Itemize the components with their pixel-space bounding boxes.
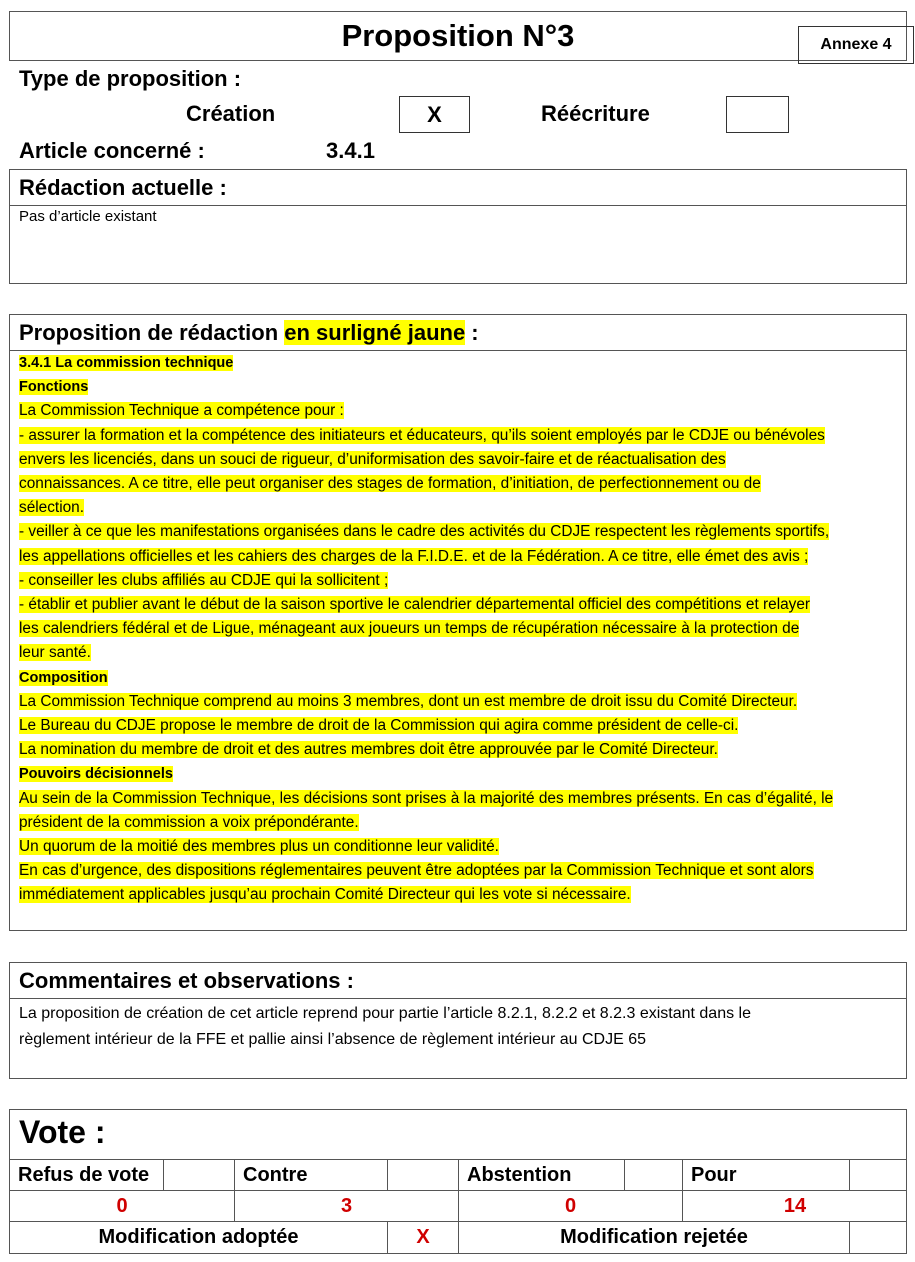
subheading-fonctions: Fonctions (19, 379, 89, 396)
comments-text (10, 999, 906, 1055)
rewrite-checkbox[interactable] (726, 96, 789, 133)
creation-label: Création (186, 101, 276, 126)
rejected-checkbox[interactable] (849, 1221, 907, 1254)
contre-empty-cell (387, 1159, 458, 1190)
article-label: Article concerné : (19, 138, 205, 163)
annex-label: Annexe 4 (798, 26, 914, 64)
current-wording-section (9, 169, 907, 284)
contre-header: Contre (234, 1159, 387, 1190)
vote-table (9, 1109, 907, 1254)
comments-heading: Commentaires et observations : (10, 963, 906, 999)
text-line: les calendriers fédéral et de Ligue, ménageant aux joueurs un temps de récupération nécessaire à la protection de (19, 620, 800, 638)
refus-value: 0 (10, 1190, 234, 1221)
proposal-heading (10, 315, 906, 351)
text-line: En cas d’urgence, des dispositions réglementaires peuvent être adoptées par la Commission Technique et sont alors (19, 862, 814, 880)
text-line: Au sein de la Commission Technique, les décisions sont prises à la majorité des membres présents. En cas d’égalité, le (19, 789, 834, 807)
subheading-composition: Composition (19, 669, 108, 686)
abstention-empty-cell (624, 1159, 682, 1190)
comments-line: règlement intérieur de la FFE et pallie ainsi l’absence de règlement intérieur au CDJE 65 (19, 1031, 646, 1048)
text-line: leur santé. (19, 644, 91, 662)
title-box (9, 11, 907, 61)
article-value: 3.4.1 (326, 138, 375, 163)
text-line: La Commission Technique a compétence pour : (19, 402, 344, 420)
text-line: les appellations officielles et les cahiers des charges de la F.I.D.E. et de la Fédération. A ce titre, elle émet des avis ; (19, 547, 809, 565)
pour-value: 14 (682, 1190, 907, 1221)
text-line: envers les licenciés, dans un souci de rigueur, d’uniformisation des savoir-faire et de réactualisation des (19, 450, 726, 468)
proposal-text (10, 351, 906, 908)
text-line: Le Bureau du CDJE propose le membre de droit de la Commission qui agira comme président de celle-ci. (19, 717, 739, 735)
text-line: - conseiller les clubs affiliés au CDJE qui la sollicitent ; (19, 571, 389, 589)
text-line: sélection. (19, 499, 85, 517)
contre-value: 3 (234, 1190, 458, 1221)
text-line: immédiatement applicables jusqu’au prochain Comité Directeur qui les vote si nécessaire. (19, 886, 631, 904)
vote-title: Vote : (19, 1114, 106, 1150)
text-line: La nomination du membre de droit et des autres membres doit être approuvée par le Comité Directeur. (19, 741, 718, 759)
current-wording-text: Pas d’article existant (19, 208, 157, 225)
text-line: La Commission Technique comprend au moins 3 membres, dont un est membre de droit issu du Comité Directeur. (19, 692, 798, 710)
abstention-value: 0 (458, 1190, 682, 1221)
proposal-section (9, 314, 907, 931)
proposal-heading-highlight: en surligné jaune (284, 320, 466, 345)
adopted-label: Modification adoptée (10, 1221, 387, 1254)
proposal-heading-prefix: Proposition de rédaction (19, 320, 285, 345)
proposal-type-label: Type de proposition : (19, 66, 242, 91)
current-wording-heading: Rédaction actuelle : (10, 170, 906, 206)
text-line: - assurer la formation et la compétence des initiateurs et éducateurs, qu’ils soient employés par le CDJE ou bénévoles (19, 426, 825, 444)
rewrite-label: Réécriture (541, 101, 650, 126)
article-heading: 3.4.1 La commission technique (19, 355, 234, 371)
refus-header: Refus de vote (10, 1159, 163, 1190)
pour-empty-cell (849, 1159, 907, 1190)
pour-header: Pour (682, 1159, 849, 1190)
comments-section (9, 962, 907, 1079)
text-line: - établir et publier avant le début de la saison sportive le calendrier départemental officiel des compétitions et relayer (19, 596, 811, 614)
comments-line: La proposition de création de cet article reprend pour partie l’article 8.2.1, 8.2.2 et 8.2.3 existant dans le (19, 1005, 751, 1022)
text-line: Un quorum de la moitié des membres plus un conditionne leur validité. (19, 838, 499, 856)
subheading-pouvoirs: Pouvoirs décisionnels (19, 766, 173, 783)
abstention-header: Abstention (458, 1159, 624, 1190)
adopted-checkbox[interactable]: X (387, 1221, 458, 1254)
text-line: connaissances. A ce titre, elle peut organiser des stages de formation, d’initiation, de perfectionnement ou de (19, 475, 761, 493)
text-line: président de la commission a voix prépondérante. (19, 813, 359, 831)
refus-empty-cell (163, 1159, 234, 1190)
creation-checkbox[interactable]: X (399, 96, 470, 133)
proposal-heading-suffix: : (465, 320, 479, 345)
page-title: Proposition N°3 (341, 18, 575, 53)
rejected-label: Modification rejetée (458, 1221, 849, 1254)
text-line: - veiller à ce que les manifestations organisées dans le cadre des activités du CDJE respectent les règlements sportifs, (19, 523, 830, 541)
